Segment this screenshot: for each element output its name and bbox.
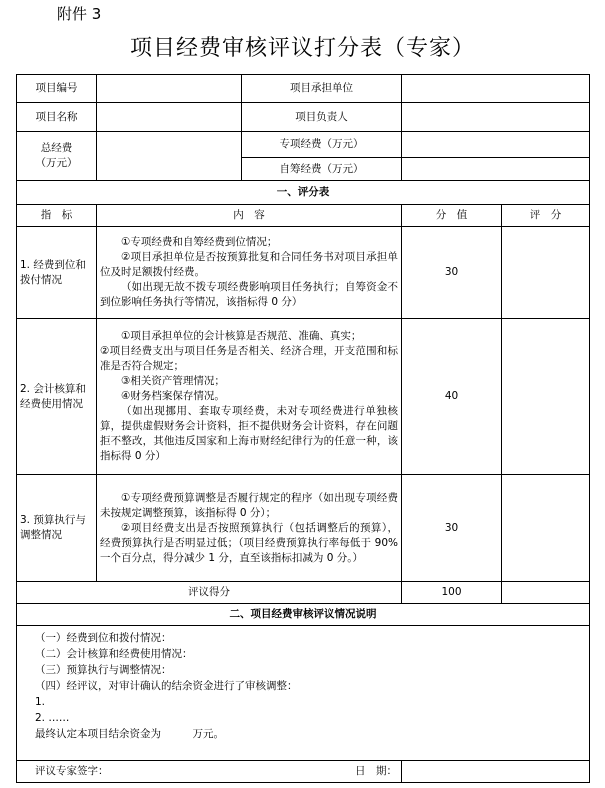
header-indicator: 指 标 [17, 205, 97, 227]
special-fund-field[interactable] [402, 132, 590, 158]
project-leader-field[interactable] [402, 103, 590, 132]
score-funding-field[interactable] [502, 227, 590, 319]
note-line: （二）会计核算和经费使用情况： [35, 648, 193, 660]
note-line: 2. …… [35, 712, 70, 724]
notes-body[interactable] [17, 626, 590, 761]
total-score-label: 评议得分 [17, 582, 402, 604]
points-funding: 30 [402, 227, 502, 319]
total-fund-label: 总经费 （万元） [17, 132, 97, 181]
header-points: 分 值 [402, 205, 502, 227]
date-label: 日 期： [402, 761, 590, 783]
indicator-funding: 1. 经费到位和拨付情况 [17, 227, 97, 319]
attachment-label: 附件 3 [57, 5, 102, 23]
self-fund-field[interactable] [402, 158, 590, 181]
header-score: 评 分 [502, 205, 590, 227]
content-budget: ①专项经费预算调整是否履行规定的程序（如出现专项经费未按规定调整预算，该指标得 0 分）； ②项目经费支出是否按照预算执行（包括调整后的预算），经费预算执行是否明显过低；（项目经费预算执行率每低于 90%一个百分点，得分减少 1 分，直至该指标扣减为 0 分。） [97, 475, 402, 582]
note-line: （一）经费到位和拨付情况： [35, 632, 172, 644]
project-name-field[interactable] [97, 103, 242, 132]
special-fund-label: 专项经费（万元） [242, 132, 402, 158]
header-content: 内 容 [97, 205, 402, 227]
project-leader-label: 项目负责人 [242, 103, 402, 132]
project-org-label: 项目承担单位 [242, 75, 402, 103]
score-section-title: 一、评分表 [17, 181, 590, 205]
project-no-field[interactable] [97, 75, 242, 103]
total-score-field[interactable] [502, 582, 590, 604]
note-line: （三）预算执行与调整情况： [35, 664, 172, 676]
project-name-label: 项目名称 [17, 103, 97, 132]
project-org-field[interactable] [402, 75, 590, 103]
project-no-label: 项目编号 [17, 75, 97, 103]
score-budget-field[interactable] [502, 475, 590, 582]
signature-label: 评议专家签字： [17, 761, 402, 783]
score-accounting-field[interactable] [502, 319, 590, 475]
content-accounting: ①项目承担单位的会计核算是否规范、准确、真实； ②项目经费支出与项目任务是否相关、经济合理，开支范围和标准是否符合规定； ③相关资产管理情况； ④财务档案保存情况。 （如出现挪用、套取专项经费，未对专项经费进行单独核算，提供虚假财务会计资料，拒不提供财务会计资料，存在问题拒不整改，其他违反国家和上海市财经纪律行为的任意一种，该指标得 0 分） [97, 319, 402, 475]
indicator-accounting: 2. 会计核算和经费使用情况 [17, 319, 97, 475]
content-funding: ①专项经费和自筹经费到位情况； ②项目承担单位是否按预算批复和合同任务书对项目承担单位及时足额拨付经费。 （如出现无故不拨专项经费影响项目任务执行；自筹资金不到位影响任务执行等情况，该指标得 0 分） [97, 227, 402, 319]
points-accounting: 40 [402, 319, 502, 475]
self-fund-label: 自筹经费（万元） [242, 158, 402, 181]
total-fund-field[interactable] [97, 132, 242, 181]
page-title: 项目经费审核评议打分表（专家） [129, 36, 475, 61]
note-line: （四）经评议，对审计确认的结余资金进行了审核调整： [35, 680, 298, 692]
note-line: 最终认定本项目结余资金为 万元。 [35, 728, 224, 740]
total-points: 100 [402, 582, 502, 604]
points-budget: 30 [402, 475, 502, 582]
indicator-budget: 3. 预算执行与调整情况 [17, 475, 97, 582]
notes-section-title: 二、项目经费审核评议情况说明 [17, 604, 590, 626]
scoring-table [16, 74, 590, 783]
note-line: 1. [35, 696, 46, 708]
